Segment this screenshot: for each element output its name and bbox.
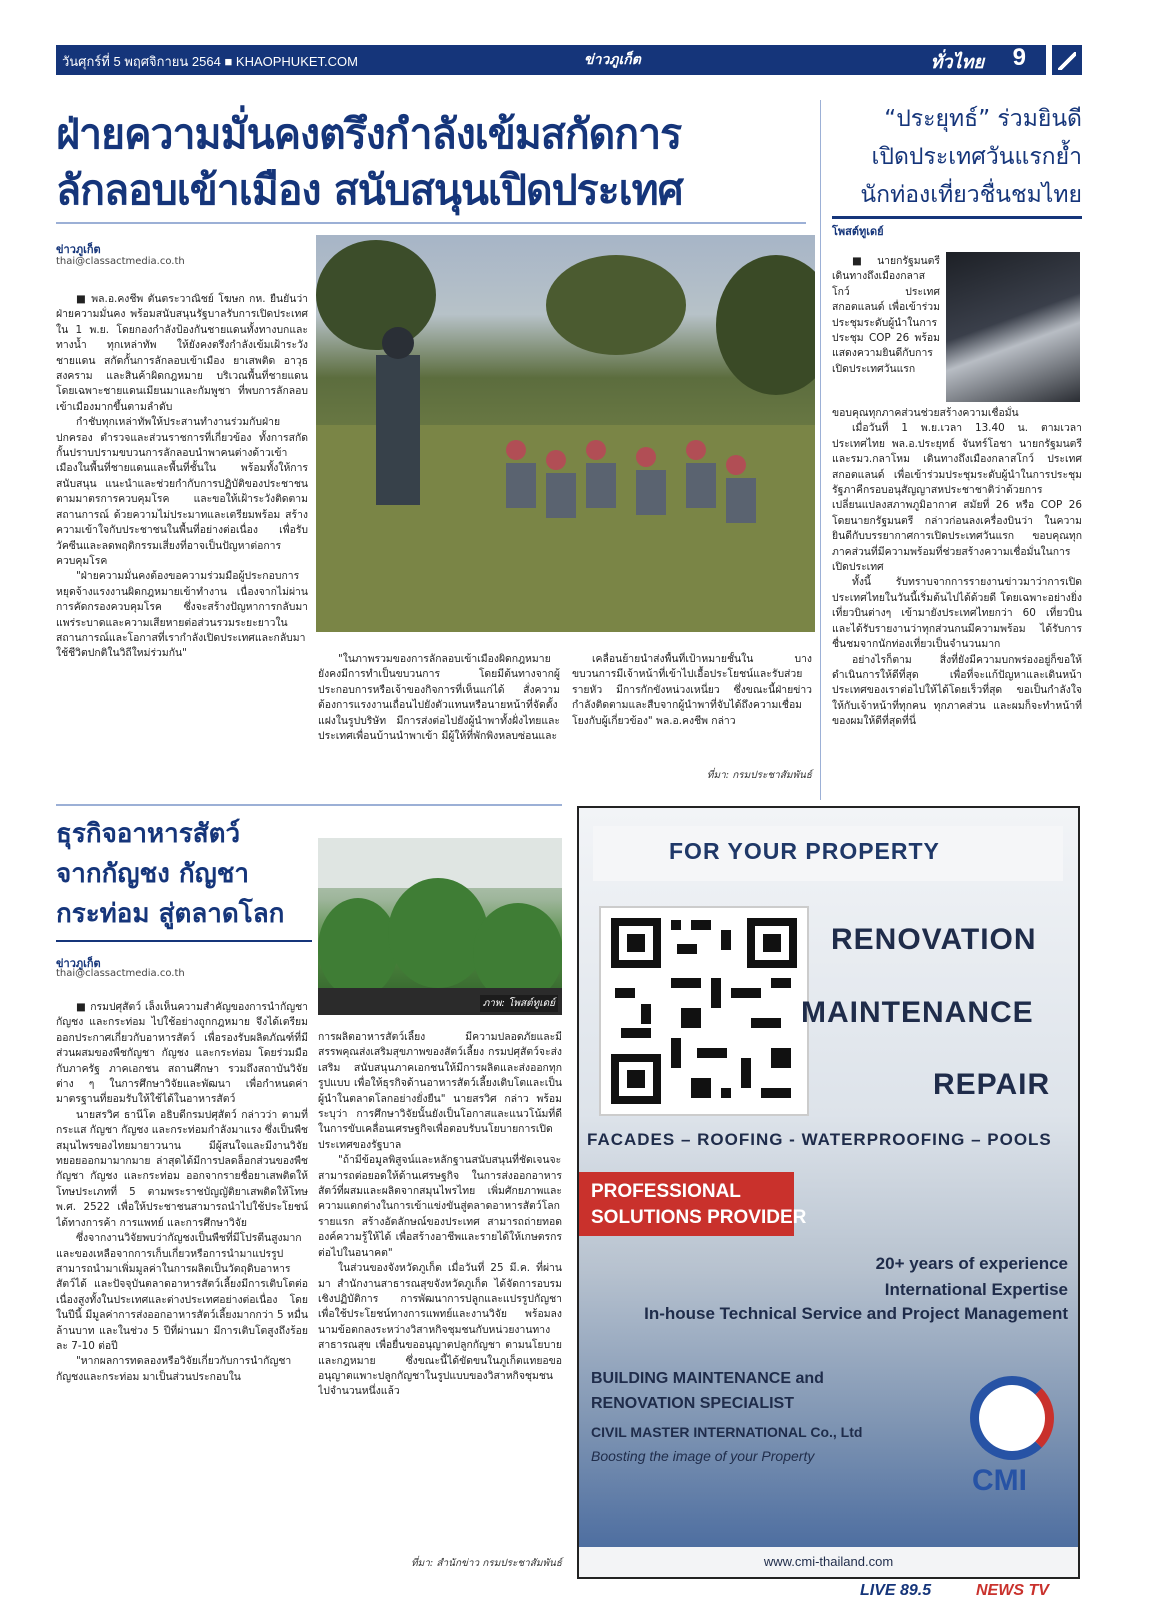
side-headline	[832, 100, 1082, 214]
paragraph: "ถ้ามีข้อมูลพิสูจน์และหลักฐานสนับสนุนที่ชัดเจนจะสามารถต่อยอดให้ด้านเศรษฐกิจ ในการส่งออกอาหารสัตว์ที่ผสมและผลิตจากสมุนไพรไทย เพิ่มศักยภาพและความแตกต่างในการเข้าแข่งขันสู่ตลาดอาหารสัตว์โลกรายแรก สร้างอัตลักษณ์ของประเทศ สามารถถ่ายทอดองค์ความรู้ให้ได้ เพื่อสร้างอาชีพและรายได้ให้เกษตรกรต่อไปในอนาคต"	[318, 1154, 562, 1259]
cmi-logo-icon	[964, 1376, 1060, 1496]
paragraph: กำชับทุกเหล่าทัพให้ประสานทำงานร่วมกับฝ่ายปกครอง ตำรวจและส่วนราชการที่เกี่ยวข้อง ทั้งการสกัดกั้นปราบปรามขบวนการลักลอบนำพาคนต่างด้าวเข้าเมืองในพื้นที่ชายแดนและพื้นที่ชั้นใน พร้อมทั้งให้การสนับสนุน แนะนำและช่วยกำกับการปฏิบัติของประชาชนตามมาตรการควบคุมโรค และขอให้เฝ้าระวังติดตามสถานการณ์ ด้วยความไม่ประมาทและเตรียมพร้อม สร้างความเข้าใจกับประชาชนในพื้นที่อย่างต่อเนื่อง เพื่อรับวัคซีนและลดพฤติกรรมเสี่ยงที่อาจเป็นปัญหาต่อการควบคุมโรค	[56, 416, 308, 567]
advert-for-your-property: FOR YOUR PROPERTY	[669, 838, 940, 864]
paragraph: เมื่อวันที่ 1 พ.ย.เวลา 13.40 น. ตามเวลาประเทศไทย พล.อ.ประยุทธ์ จันทร์โอชา นายกรัฐมนตรีและรมว.กลาโหม เดินทางถึงเมืองกลาสโกว์ ประเทศสกอตแลนด์ เพื่อเข้าร่วมประชุมระดับผู้นำในการประชุมรัฐภาคีกรอบอนุสัญญาสหประชาชาติว่าด้วยการเปลี่ยนแปลงสภาพภูมิอากาศ สมัยที่ 26 หรือ COP 26 โดยนายกรัฐมนตรี กล่าวก่อนลงเครื่องบินว่า ในความยินดีกับบรรยากาศการเปิดประเทศวันแรก ขอบคุณทุกภาคส่วนที่มีความพร้อมที่ช่วยสร้างความเชื่อมั่นในการเปิดประเทศ	[832, 422, 1082, 574]
qr-code-graphic	[601, 908, 807, 1114]
advert-tagline: Boosting the image of your Property	[591, 1448, 815, 1464]
second-headline-line2: จากกัญชง กัญชา	[56, 859, 250, 889]
advert-company: CIVIL MASTER INTERNATIONAL Co., Ltd	[591, 1424, 863, 1440]
advert-bm-line1: BUILDING MAINTENANCE and	[591, 1370, 824, 1387]
main-headline	[56, 106, 806, 218]
side-body	[832, 406, 1082, 786]
paragraph: "ในภาพรวมของการลักลอบเข้าเมืองผิดกฎหมาย ยังคงมีการทำเป็นขบวนการ โดยมีต้นทางจากผู้ประกอบการหรือเจ้าของกิจการที่เห็นแก่ได้ สั่งความต้องการแรงงานเถื่อนไปยังตัวแทนหรือนายหน้าที่จัดตั้งแฝงในรูปบริษัท มีการส่งต่อไปยังผู้นำพาทั้งฝั่งไทยและประเทศเพื่อนบ้านนำพาเข้า มีผู้ให้ที่พักพิงหลบซ่อนและ	[318, 653, 560, 743]
advert-maintenance: MAINTENANCE	[801, 996, 1034, 1029]
paragraph: อย่างไรก็ตาม สิ่งที่ยังมีความบกพร่องอยู่ก็ขอให้ดำเนินการให้ดีที่สุด เพื่อที่จะแก้ปัญหาและเดินหน้าประเทศของเราต่อไปให้ได้โดยเร็วที่สุด ขอเป็นกำลังใจให้กับเจ้าหน้าที่ทุกคน ทุกภาคส่วน และผมก็จะทำหน้าที่ของผมให้ดีที่สุดที่นี่	[832, 653, 1082, 728]
advert-facades: FACADES – ROOFING - WATERPROOFING – POOLS	[587, 1130, 1052, 1149]
second-credit: ที่มา: สำนักข่าว กรมประชาสัมพันธ์	[411, 1558, 562, 1569]
advert-bm-line2: RENOVATION SPECIALIST	[591, 1395, 794, 1412]
second-headline-line3: กระท่อม สู่ตลาดโลก	[56, 899, 285, 929]
paragraph: ทั้งนี้ รับทราบจากการรายงานข่าวมาว่าการเปิดประเทศไทยในวันนี้เริ่มต้นไปได้ด้วยดี โดยเฉพาะอย่างยิ่งเที่ยวบินต่างๆ เข้ามายังประเทศไทยกว่า 60 เที่ยวบิน และได้รับรายงานว่าทุกส่วนกนมีความพร้อม ได้รับการชื่นชมจากนักท่องเที่ยวเป็นจำนวนมาก	[832, 576, 1082, 651]
divider	[56, 222, 806, 224]
main-photo-border-patrol	[316, 235, 815, 632]
advert-renovation: RENOVATION	[831, 923, 1037, 956]
qr-code-icon[interactable]	[599, 906, 809, 1116]
second-email: thai@classactmedia.co.th	[56, 968, 185, 979]
page-header-bar	[56, 45, 1046, 75]
paragraph: ในส่วนของจังหวัดภูเก็ต เมื่อวันที่ 25 มี.ค. ที่ผ่านมา สำนักงานสาธารณสุขจังหวัดภูเก็ต ได้จัดการอบรมเชิงปฏิบัติการ การพัฒนาการปลูกและแปรรูปกัญชา เพื่อใช้ประโยชน์ทางการแพทย์และงานวิจัย พร้อมลงนามข้อตกลงระหว่างวิสาหกิจชุมชนกับหน่วยงานทางสาธารณสุข เพื่อยื่นขออนุญาตปลูกกัญชา ตามนโยบายและกฎหมาย ซึ่งขณะนี้ได้ขัดขนในภูเก็ตแทยอขออนุญาตแพาะปลูกกัญชาในรูปแบบของวิสาหกิจชุมชนไปจำนวนหนึ่งแล้ว	[318, 1262, 562, 1398]
cmi-logo-text: CMI	[972, 1464, 1027, 1497]
side-headline-line3: นักท่องเที่ยวชื่นชมไทย	[860, 182, 1082, 208]
divider	[832, 216, 1082, 219]
main-col1	[56, 292, 308, 784]
footer-live-logo: LIVE 89.5	[860, 1582, 932, 1599]
paragraph: ซึ่งจากงานวิจัยพบว่ากัญชงเป็นพืชที่มีโปรตีนสูงมาก และของเหลือจากการเก็บเกี่ยวหรือการนำมาแปรรูป สามารถนำมาเพิ่มมูลค่าในการผลิตเป็นวัตถุดิบอาหารสัตว์ได้ และปัจจุบันตลาดอาหารสัตว์เลี้ยงมีการเติบโตต่อเนื่องสูงทั้งในประเทศและต่างประเทศอย่างต่อเนื่อง โดยในปีนี้ มีมูลค่าการส่งออกอาหารสัตว์เลี้ยงมากกว่า 5 หมื่นล้านบาท และในช่วง 5 ปีที่ผ่านมา มีการเติบโตสูงถึงร้อยละ 7-10 ต่อปี	[56, 1232, 308, 1352]
advert-professional-line1: PROFESSIONAL	[591, 1181, 741, 1202]
second-photo-cannabis	[318, 838, 562, 1015]
footer-news-logo: NEWS TV	[976, 1582, 1049, 1599]
page-number: 9	[1012, 44, 1026, 71]
advert-professional	[591, 1179, 806, 1231]
second-col2	[318, 1030, 562, 1550]
divider	[56, 940, 312, 942]
advert-technical-service: In-house Technical Service and Project Management	[644, 1304, 1068, 1323]
advert-professional-line2: SOLUTIONS PROVIDER	[591, 1207, 807, 1228]
paragraph: การผลิตอาหารสัตว์เลี้ยง มีความปลอดภัยและมีสรรพคุณส่งเสริมสุขภาพของสัตว์เลี้ยง กรมปศุสัตว์จะส่งเสริม สนับสนุนภาคเอกชนให้มีการผลิตและส่งออกทุกรูปแบบ เพื่อให้ธุรกิจด้านอาหารสัตว์เลี้ยงเติบโตและเป็นผู้นำในตลาดโลกอย่างยั่งยืน" นายสรวิศ กล่าว พร้อมระบุว่า การศึกษาวิจัยนั้นยังเป็นโอกาสและแนวโน้มที่ดีในการขับเคลื่อนเศรษฐกิจเพื่อตอบรับนโยบายการเปิดประเทศของรัฐบาล	[318, 1031, 562, 1151]
side-headline-line2: เปิดประเทศวันแรกย้ำ	[871, 144, 1082, 170]
divider	[820, 100, 821, 800]
advert-cmi[interactable]	[577, 806, 1080, 1579]
divider	[56, 804, 562, 806]
paragraph: "ฝ่ายความมั่นคงต้องขอความร่วมมือผู้ประกอบการ หยุดจ้างแรงงานผิดกฎหมายเข้าทำงาน เนื่องจากไม่ผ่านการคัดกรองควบคุมโรค ซึ่งจะสร้างปัญหาการกลับมาแพร่ระบาดและความเสียหายต่อส่วนรวมระยะยาวในสถานการณ์และโอกาสที่เรากำลังเปิดประเทศและกลับมาใช้ชีวิตปกติในวิถีใหม่ร่วมกัน"	[56, 570, 308, 660]
side-intro	[832, 254, 940, 404]
advert-experience: 20+ years of experience	[875, 1254, 1068, 1273]
paragraph: ■ กรมปศุสัตว์ เล็งเห็นความสำคัญของการนำกัญชา กัญชง และกระท่อม ไปใช้อย่างถูกกฎหมาย จึงได้เตรียมออกประกาศเกี่ยวกับอาหารสัตว์ เพื่อรองรับผลิตภัณฑ์ที่มีส่วนผสมของพืชกัญชา กัญชง และกระท่อม โดยร่วมมือกับภาครัฐ ภาคเอกชน สถานศึกษา รวมถึงสถาบันวิจัยต่าง ๆ ในการศึกษาวิจัยและพัฒนา เพื่อกำหนดค่ามาตรฐานที่ยอมรับให้ใช้ได้ในอาหารสัตว์	[56, 1001, 308, 1106]
header-section: ทั่วไทย	[930, 52, 984, 72]
header-date-site: วันศุกร์ที่ 5 พฤศจิกายน 2564 ■ KHAOPHUKET.COM	[62, 54, 358, 69]
corner-arrow-icon	[1052, 45, 1082, 75]
footer-logos	[860, 1582, 1082, 1602]
paragraph: "หากผลการทดลองหรือวิจัยเกี่ยวกับการนำกัญชา กัญชงและกระท่อม มาเป็นส่วนประกอบใน	[56, 1355, 292, 1383]
photo-illustration	[316, 235, 815, 632]
side-headline-line1: “ประยุทธ์” ร่วมยินดี	[884, 106, 1082, 132]
main-col3	[572, 652, 812, 738]
cmi-logo-ring	[970, 1376, 1054, 1460]
side-byline: โพสต์ทูเดย์	[832, 225, 884, 238]
paragraph: เคลื่อนย้ายนำส่งพื้นที่เป้าหมายชั้นใน บางขบวนการมีเจ้าหน้าที่เข้าไปเอื้อประโยชน์และรับส่วยรายหัว มีการกักขังหน่วงเหนี่ยว ซึ่งขณะนี้ฝ่ายข่าวกำลังติดตามและสืบจากผู้นำพาที่จับได้ถึงความเชื่อมโยงกับผู้เกี่ยวข้อง" พล.อ.คงชีพ กล่าว	[572, 653, 812, 727]
advert-expertise: International Expertise	[884, 1280, 1068, 1299]
second-byline: ข่าวภูเก็ต	[56, 957, 101, 970]
main-col2	[318, 652, 560, 784]
main-headline-line1: ฝ่ายความมั่นคงตรึงกำลังเข้มสกัดการ	[56, 110, 682, 158]
photo-caption: ภาพ: โพสต์ทูเดย์	[480, 995, 558, 1012]
main-credit: ที่มา: กรมประชาสัมพันธ์	[706, 770, 812, 781]
main-headline-line2: ลักลอบเข้าเมือง สนับสนุนเปิดประเทศ	[56, 166, 683, 214]
paragraph: นายสรวิศ ธานีโต อธิบดีกรมปศุสัตว์ กล่าวว่า ตามที่กระแส กัญชา กัญชง และกระท่อมกำลังมาแรง ซึ่งเป็นพืชสมุนไพรของไทยมายาวนาน มีผู้สนใจและมีงานวิจัยทยอยออกมามากมาย ล่าสุดได้มีการปลดล็อกส่วนของพืชกัญชา กัญชง และกระท่อม ออกจากรายชื่อยาเสพติดให้โทษประเภทที่ 5 ตามพระราชบัญญัติยาเสพติดให้โทษ พ.ศ. 2522 เพื่อให้ประชาชนสามารถนำไปใช้ประโยชน์ได้ทางการค้า การแพทย์ และการศึกษาวิจัย	[56, 1108, 308, 1229]
main-byline: ข่าวภูเก็ต	[56, 243, 101, 256]
paragraph: ■ นายกรัฐมนตรีเดินทางถึงเมืองกลาสโกว์ ประเทศสกอตแลนด์ เพื่อเข้าร่วมประชุมระดับผู้นำในการประชุม COP 26 พร้อมแสดงความยินดีกับการเปิดประเทศวันแรก	[832, 255, 940, 375]
advert-repair: REPAIR	[933, 1068, 1051, 1101]
advert-building-maintenance	[591, 1366, 824, 1416]
second-headline-line1: ธุรกิจอาหารสัตว์	[56, 819, 241, 849]
main-email: thai@classactmedia.co.th	[56, 256, 185, 267]
paragraph: ขอบคุณทุกภาคส่วนช่วยสร้างความเชื่อมั่น	[832, 407, 1019, 419]
second-headline	[56, 814, 316, 934]
paragraph: ■ พล.อ.คงชีพ ตันตระวาณิชย์ โฆษก กห. ยืนยันว่า ฝ่ายความมั่นคง พร้อมสนับสนุนรัฐบาลรับการเปิดประเทศใน 1 พ.ย. โดยกองกำลังป้องกันชายแดนทั้งทางบกและทางน้ำ ทุกเหล่าทัพ ให้ยังคงตรึงกำลังเข้มเฝ้าระวังชายแดน สกัดกั้นการลักลอบเข้าเมือง ยาเสพติด อาวุธสงคราม และสินค้าผิดกฎหมาย บริเวณพื้นที่ชายแดน โดยเฉพาะชายแดนเมียนมาและกัมพูชา ที่พบการลักลอบเข้าเมืองมากขึ้นตามลำดับ	[56, 293, 308, 413]
side-photo-prime-minister	[946, 252, 1080, 402]
second-col1	[56, 1000, 308, 1572]
header-logo: ข่าวภูเก็ต	[584, 51, 641, 67]
photo-illustration	[318, 838, 562, 1015]
advert-url-link[interactable]: www.cmi-thailand.com	[579, 1547, 1078, 1577]
